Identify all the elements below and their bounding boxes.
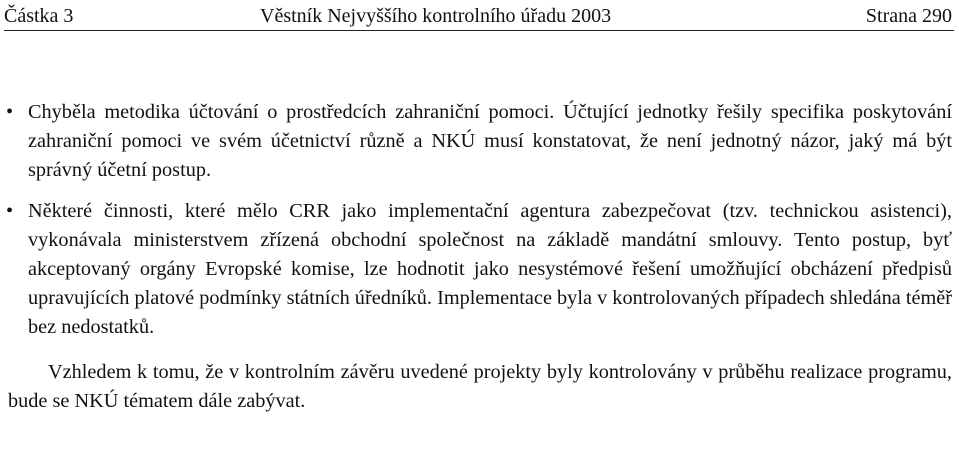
publication-title: Věstník Nejvyššího kontrolního úřadu 2003 — [260, 5, 612, 27]
issue-number: Částka 3 — [4, 5, 74, 27]
page-number: Strana 290 — [865, 5, 952, 27]
bullet-text: Některé činnosti, které mělo CRR jako implementační agentura zabezpečovat (tzv. technickou asistenci), vykonávala ministerstvem zřízená obchodní společnost na základě mandátní smlouvy. Tento postup, byť akceptovaný orgány Evropské komise, lze hodnotit jako nesystémové řešení umožňující obcházení předpisů upravujících platové podmínky státních úředníků. Implementace byla v kontrolovaných případech shledána téměř bez nedostatků. — [28, 200, 952, 338]
page-header — [4, 4, 954, 31]
bullet-item — [8, 197, 952, 342]
bullet-item — [8, 98, 952, 185]
bullet-text: Chyběla metodika účtování o prostředcích zahraniční pomoci. Účtující jednotky řešily specifika poskytování zahraniční pomoci ve svém účetnictví různě a NKÚ musí konstatovat, že není jednotný názor, jaký má být správný účetní postup. — [28, 101, 952, 181]
document-body — [8, 98, 952, 416]
closing-paragraph: Vzhledem k tomu, že v kontrolním závěru uvedené projekty byly kontrolovány v průběhu realizace programu, bude se NKÚ tématem dále zabývat. — [8, 361, 952, 412]
bullet-icon: • — [6, 101, 14, 123]
bullet-icon: • — [6, 200, 14, 222]
